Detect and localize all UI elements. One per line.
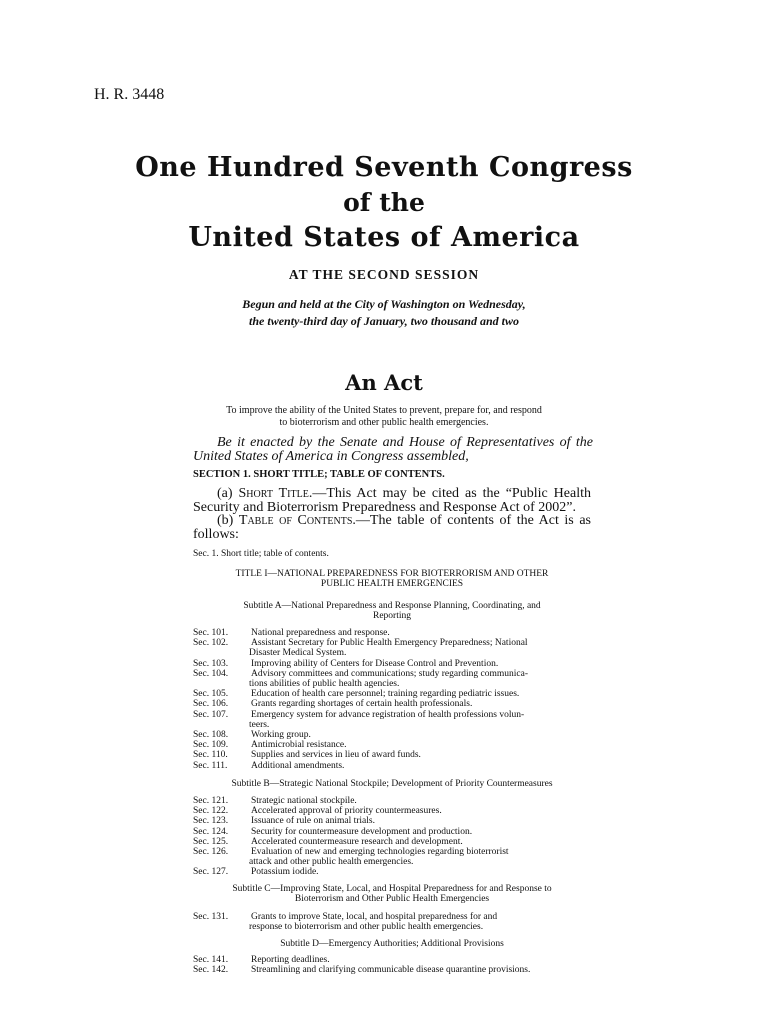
toc-entry-text: Accelerated countermeasure research and development. [251,836,463,847]
toc-entry [193,816,591,826]
toc-subtitle-a [193,601,591,621]
congress-title: One Hundred Seventh Congress [135,152,633,183]
toc-subtitle-c-list [193,912,591,932]
toc-entry-text: Issuance of rule on animal trials. [251,816,375,827]
toc-entry-text: Accelerated approval of priority countermeasures. [251,806,442,817]
congress-of-the: of the [343,188,425,217]
toc-entry-text: Improving ability of Centers for Disease Control and Prevention. [251,658,499,669]
begun-statement [0,296,768,330]
toc-subtitle-d: Subtitle D—Emergency Authorities; Additional Provisions [280,939,504,949]
toc-entry [193,827,591,837]
toc-subtitle-a-line-2: Reporting [373,611,411,622]
toc-entry-number: Sec. 123. [193,816,229,827]
toc-entry-number: Sec. 124. [193,826,229,837]
toc-sec-1: Sec. 1. Short title; table of contents. [193,549,329,559]
toc-entry-text: Reporting deadlines. [251,955,330,965]
toc-entry-number: Sec. 125. [193,836,229,847]
toc-entry-number: Sec. 142. [193,965,229,976]
toc-entry-number: Sec. 111. [193,760,228,771]
toc-entry-number: Sec. 106. [193,699,229,710]
toc-entry-continuation: tions abilities of public health agencies. [249,679,400,690]
toc-subtitle-b: Subtitle B—Strategic National Stockpile; Development of Priority Countermeasures [231,779,553,789]
bill-number: H. R. 3448 [94,86,165,103]
toc-entry [193,912,591,922]
begun-line-2: the twenty-third day of January, two thousand and two [249,314,519,328]
toc-entry [193,750,591,760]
toc-entry [193,699,591,709]
toc-title-1-line-1: TITLE I—NATIONAL PREPAREDNESS FOR BIOTERRORISM AND OTHER [235,569,549,579]
table-of-contents-paragraph [193,514,591,542]
toc-subtitle-c [193,884,591,904]
toc-entry-number: Sec. 141. [193,955,229,965]
toc-entry-text: Advisory committees and communications; study regarding communica- [251,668,529,679]
toc-entry-text: Strategic national stockpile. [251,796,357,806]
toc-entry [193,847,591,857]
toc-entry-text: Working group. [251,730,311,741]
toc-entry-number: Sec. 110. [193,750,228,761]
short-title-label: Short Title [238,486,309,501]
toc-entry-text: Emergency system for advance registration of health professions volun- [251,709,525,720]
toc-entry-continuation: teers. [249,719,270,730]
toc-entry [193,867,591,877]
toc-entry-number: Sec. 101. [193,628,229,638]
toc-entry-number: Sec. 107. [193,709,229,720]
enacting-clause: Be it enacted by the Senate and House of Representatives of the United States of America in Congress assembled, [193,435,593,464]
toc-entry-text: Additional amendments. [251,760,345,771]
toc-entry [193,796,591,806]
act-heading: An Act [345,370,423,395]
toc-entry-text: Assistant Secretary for Public Health Emergency Preparedness; National [251,638,528,649]
toc-entry-text: Security for countermeasure development and production. [251,826,473,837]
toc-entry-number: Sec. 109. [193,740,229,751]
purpose-line-2: to bioterrorism and other public health emergencies. [279,417,489,428]
toc-title-1 [193,569,591,589]
toc-entry [193,740,591,750]
toc-entry [193,761,591,771]
toc-entry-text: Supplies and services in lieu of award funds. [251,750,421,761]
toc-entry-number: Sec. 104. [193,668,229,679]
toc-label: Table of Contents [238,513,353,528]
toc-entry-number: Sec. 122. [193,806,229,817]
toc-entry-number: Sec. 108. [193,730,229,741]
act-purpose [150,405,618,429]
toc-entry [193,806,591,816]
toc-entry [193,955,591,965]
short-title-prefix: (a) [217,486,239,501]
congress-country: United States of America [188,222,580,253]
toc-entry-number: Sec. 131. [193,912,229,922]
toc-entry [193,730,591,740]
toc-entry [193,628,591,638]
toc-entry-number: Sec. 105. [193,689,229,700]
toc-entry [193,710,591,720]
toc-entry-continuation: Disaster Medical System. [249,648,347,659]
toc-subtitle-d-list [193,955,591,975]
toc-entry [193,965,591,975]
toc-title-1-line-2: PUBLIC HEALTH EMERGENCIES [320,579,464,590]
short-title-text: .—This Act may be cited as the “Public Health Security and Bioterrorism Preparedness and Response Act of 2002”. [193,486,591,515]
toc-entry-text: Streamlining and clarifying communicable disease quarantine provisions. [251,965,531,976]
toc-subtitle-c-line-2: Bioterrorism and Other Public Health Emergencies [294,894,490,905]
toc-entry-text: Grants to improve State, local, and hospital preparedness for and [251,912,498,922]
toc-entry-text: Potassium iodide. [251,867,319,878]
toc-entry-continuation: attack and other public health emergencies. [249,857,414,868]
toc-entry-number: Sec. 103. [193,658,229,669]
toc-entry-number: Sec. 102. [193,638,229,649]
toc-entry-text: Grants regarding shortages of certain health professionals. [251,699,473,710]
toc-entry-continuation: response to bioterrorism and other public health emergencies. [249,922,484,933]
toc-entry-text: Evaluation of new and emerging technologies regarding bioterrorist [251,847,509,858]
toc-entry [193,837,591,847]
toc-text: .—The table of contents of the Act is as follows: [193,513,591,542]
toc-entry [193,659,591,669]
toc-subtitle-b-list [193,796,591,878]
session-heading: AT THE SECOND SESSION [288,267,480,282]
begun-line-1: Begun and held at the City of Washington on Wednesday, [242,297,526,311]
section-1-heading: SECTION 1. SHORT TITLE; TABLE OF CONTENTS. [193,469,445,480]
toc-subtitle-c-line-1: Subtitle C—Improving State, Local, and Hospital Preparedness for and Response to [232,884,552,894]
toc-entry [193,669,591,679]
toc-entry-number: Sec. 127. [193,867,229,878]
toc-entry-text: Antimicrobial resistance. [251,740,347,751]
toc-subtitle-a-list [193,628,591,771]
purpose-line-1: To improve the ability of the United States to prevent, prepare for, and respond [226,405,542,416]
toc-entry-text: National preparedness and response. [251,628,390,638]
toc-prefix: (b) [217,513,239,528]
short-title-paragraph [193,487,591,515]
toc-entry-number: Sec. 121. [193,796,229,806]
toc-entry [193,638,591,648]
toc-entry-text: Education of health care personnel; training regarding pediatric issues. [251,689,520,700]
toc-subtitle-a-line-1: Subtitle A—National Preparedness and Response Planning, Coordinating, and [243,601,541,611]
toc-entry [193,689,591,699]
toc-entry-number: Sec. 126. [193,847,229,858]
